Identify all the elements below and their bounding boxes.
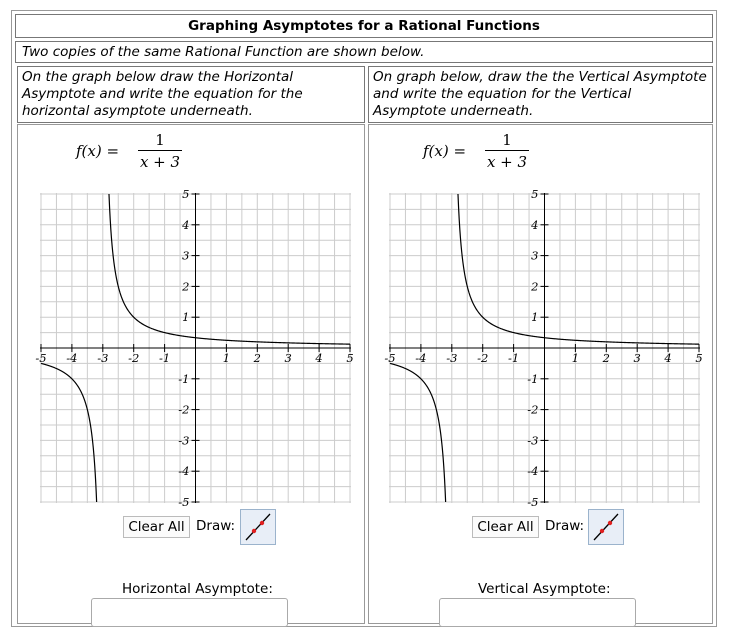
instruction-left: On the graph below draw the Horizontal Asymptote and write the equation for the horizontal asymptote underneath. — [22, 69, 303, 119]
x-tick-label: 5 — [695, 351, 703, 365]
page-frame — [11, 10, 717, 627]
x-tick-label: 4 — [315, 351, 323, 365]
x-tick-label: -3 — [446, 351, 458, 365]
title-box — [15, 14, 713, 38]
line-segment-draw-icon[interactable] — [240, 509, 276, 545]
y-tick-label: 3 — [531, 248, 539, 263]
x-tick-label: 5 — [346, 351, 354, 365]
page-subtitle: Two copies of the same Rational Function are shown below. — [22, 44, 425, 60]
formula-lhs: f(x) = — [76, 142, 120, 160]
y-tick-label: 5 — [182, 187, 190, 201]
x-tick-label: 1 — [571, 351, 580, 365]
formula-denominator: x + 3 — [139, 153, 181, 171]
y-tick-label: -2 — [527, 402, 539, 417]
subtitle-box — [15, 41, 713, 63]
formula-denominator: x + 3 — [486, 153, 528, 171]
answer-label-left: Horizontal Asymptote: — [122, 581, 273, 597]
x-tick-label: 3 — [284, 351, 292, 365]
instruction-box-left — [17, 66, 365, 123]
x-tick-label: 2 — [253, 351, 261, 365]
x-tick-label: -3 — [97, 351, 109, 365]
line-segment-icon-glyph — [241, 510, 275, 544]
y-tick-label: 2 — [531, 279, 539, 294]
horizontal-asymptote-input[interactable] — [91, 598, 288, 627]
y-tick-label: 1 — [182, 310, 190, 325]
function-curve-left-branch — [41, 363, 97, 502]
graph-right[interactable] — [384, 187, 703, 509]
y-tick-label: -1 — [178, 371, 190, 386]
function-curve-left-branch — [390, 363, 446, 502]
formula-numerator: 1 — [502, 131, 512, 149]
x-tick-label: 2 — [602, 351, 610, 365]
y-tick-label: -1 — [527, 371, 539, 386]
y-tick-label: -4 — [178, 464, 190, 479]
x-tick-label: 4 — [664, 351, 672, 365]
y-tick-label: -4 — [527, 464, 539, 479]
page-title: Graphing Asymptotes for a Rational Functions — [188, 18, 540, 34]
clear-all-button[interactable]: Clear All — [472, 516, 539, 538]
function-curve-right-branch — [109, 194, 350, 344]
formula-lhs: f(x) = — [423, 142, 467, 160]
x-tick-label: 1 — [222, 351, 231, 365]
fraction-bar — [485, 150, 529, 151]
line-segment-icon-glyph — [589, 510, 623, 544]
vertical-asymptote-input[interactable] — [439, 598, 636, 627]
y-tick-label: 2 — [182, 279, 190, 294]
y-tick-label: -3 — [527, 433, 539, 448]
y-tick-label: -2 — [178, 402, 190, 417]
instruction-right: On graph below, draw the the Vertical Asymptote and write the equation for the Vertical Asymptote underneath. — [373, 69, 707, 119]
x-tick-label: -5 — [384, 351, 396, 365]
y-tick-label: 4 — [182, 217, 190, 232]
y-tick-label: 1 — [531, 310, 539, 325]
graph-left[interactable] — [35, 187, 354, 509]
formula-numerator: 1 — [155, 131, 165, 149]
y-tick-label: -5 — [178, 495, 190, 509]
draw-label: Draw: — [196, 518, 236, 534]
x-tick-label: -4 — [66, 351, 78, 365]
panel-left — [17, 124, 365, 624]
x-tick-label: -2 — [477, 351, 489, 365]
y-tick-label: 5 — [531, 187, 539, 201]
x-tick-label: -1 — [158, 351, 171, 365]
fraction-bar — [138, 150, 182, 151]
x-tick-label: -4 — [415, 351, 427, 365]
x-tick-label: -5 — [35, 351, 47, 365]
x-tick-label: -2 — [128, 351, 140, 365]
panel-right — [368, 124, 713, 624]
y-tick-label: 3 — [182, 248, 190, 263]
draw-label: Draw: — [545, 518, 585, 534]
line-segment-draw-icon[interactable] — [588, 509, 624, 545]
instruction-box-right — [368, 66, 713, 123]
function-curve-right-branch — [458, 194, 699, 344]
clear-all-button[interactable]: Clear All — [123, 516, 190, 538]
y-tick-label: -5 — [527, 495, 539, 509]
x-tick-label: 3 — [633, 351, 641, 365]
y-tick-label: -3 — [178, 433, 190, 448]
y-tick-label: 4 — [531, 217, 539, 232]
answer-label-right: Vertical Asymptote: — [478, 581, 611, 597]
x-tick-label: -1 — [507, 351, 520, 365]
